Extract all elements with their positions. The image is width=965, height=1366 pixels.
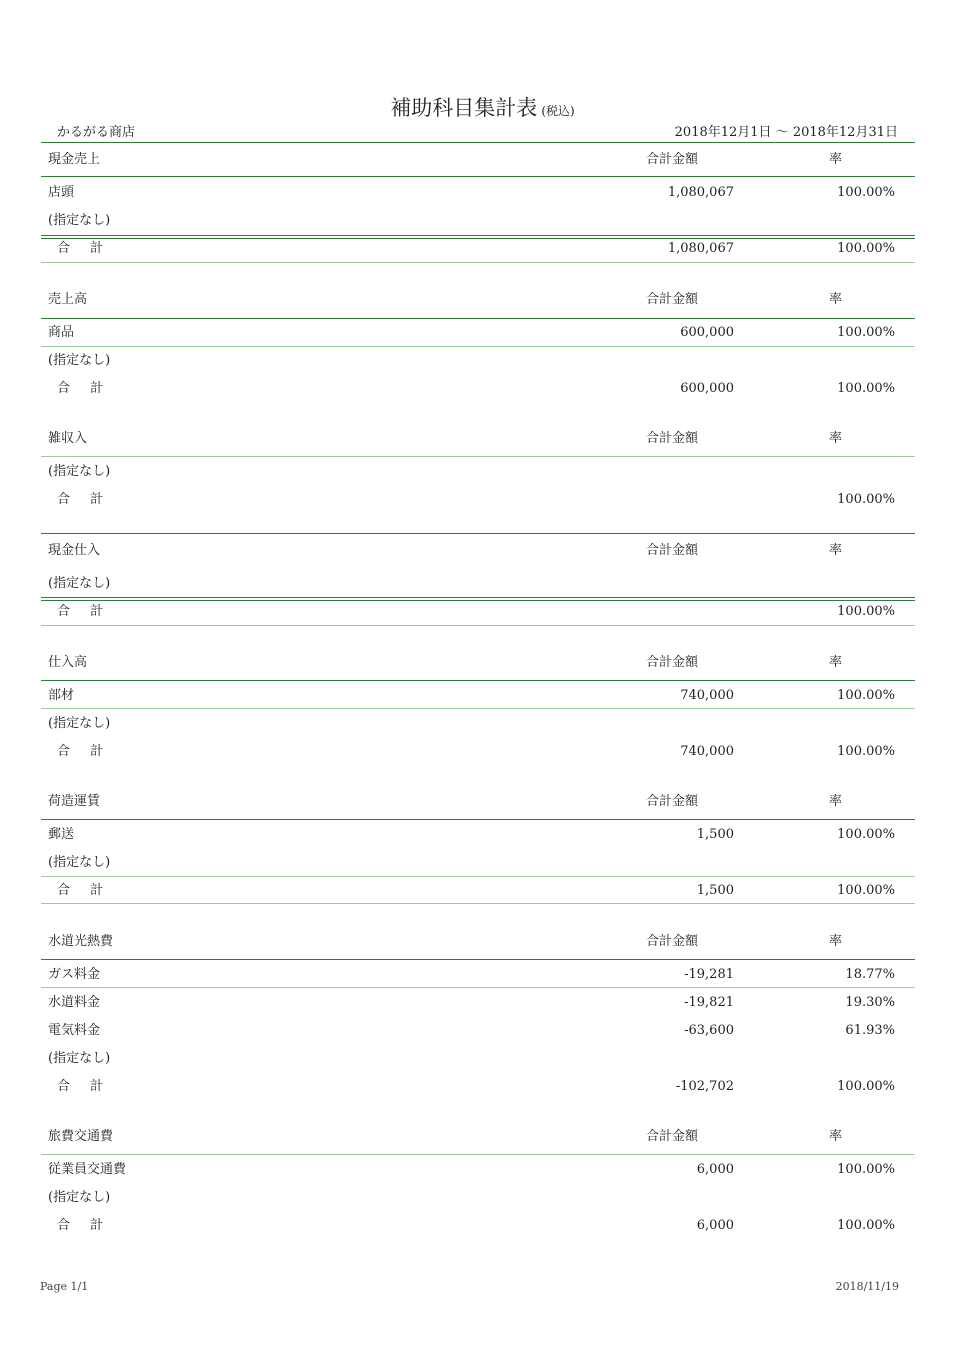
sub-account-name: 店頭	[48, 185, 75, 200]
account-name: 荷造運賃	[48, 794, 101, 809]
sub-account-amount: -19,281	[684, 967, 734, 982]
sub-account-name: 郵送	[48, 827, 75, 842]
sub-account-name: 水道料金	[48, 995, 101, 1010]
row-divider	[41, 987, 915, 988]
total-rate: 100.00%	[837, 744, 895, 759]
sub-account-name: 電気料金	[48, 1023, 101, 1038]
total-rate: 100.00%	[837, 381, 895, 396]
total-amount: 1,500	[696, 883, 734, 898]
row-divider	[41, 876, 915, 877]
rate-column-header: 率	[829, 1129, 843, 1144]
sub-account-rate: 100.00%	[837, 325, 895, 340]
report-title	[0, 92, 965, 122]
sub-account-rate: 100.00%	[837, 185, 895, 200]
account-name: 現金仕入	[48, 543, 101, 558]
sub-account-amount: -63,600	[684, 1023, 734, 1038]
total-rate: 100.00%	[837, 883, 895, 898]
sub-account-amount: -19,821	[684, 995, 734, 1010]
row-divider	[41, 235, 915, 236]
sub-account-rate: 19.30%	[845, 995, 895, 1010]
sub-account-name: 部材	[48, 688, 75, 703]
row-divider	[41, 680, 915, 681]
amount-column-header: 合計金額	[646, 152, 699, 167]
amount-column-header: 合計金額	[646, 934, 699, 949]
sub-account-name: (指定なし)	[48, 353, 111, 368]
amount-column-header: 合計金額	[646, 655, 699, 670]
total-rate: 100.00%	[837, 241, 895, 256]
sub-account-name: (指定なし)	[48, 213, 111, 228]
sub-account-name: (指定なし)	[48, 1051, 111, 1066]
row-divider	[41, 819, 915, 820]
sub-account-rate: 61.93%	[845, 1023, 895, 1038]
sub-account-name: ガス料金	[48, 967, 101, 982]
sub-account-rate: 18.77%	[845, 967, 895, 982]
rate-column-header: 率	[829, 543, 843, 558]
rate-column-header: 率	[829, 152, 843, 167]
sub-account-amount: 740,000	[680, 688, 734, 703]
row-divider	[41, 318, 915, 319]
total-rate: 100.00%	[837, 1079, 895, 1094]
total-label: 合 計	[57, 241, 112, 256]
tax-note: (税込)	[541, 104, 575, 118]
total-label: 合 計	[57, 492, 112, 507]
account-name: 売上高	[48, 292, 88, 307]
total-label: 合 計	[57, 1079, 112, 1094]
rate-column-header: 率	[829, 794, 843, 809]
row-divider	[41, 533, 915, 534]
amount-column-header: 合計金額	[646, 543, 699, 558]
total-amount: 1,080,067	[667, 241, 734, 256]
rate-column-header: 率	[829, 431, 843, 446]
print-date: 2018/11/19	[835, 1280, 899, 1293]
header-divider	[41, 142, 915, 143]
row-divider	[41, 600, 915, 601]
amount-column-header: 合計金額	[646, 1129, 699, 1144]
account-name: 水道光熱費	[48, 934, 114, 949]
company-name: かるがる商店	[57, 125, 136, 140]
total-label: 合 計	[57, 883, 112, 898]
sub-account-name: (指定なし)	[48, 1190, 111, 1205]
rate-column-header: 率	[829, 655, 843, 670]
row-divider	[41, 456, 915, 457]
row-divider	[41, 903, 915, 904]
amount-column-header: 合計金額	[646, 794, 699, 809]
report-period: 2018年12月1日 〜 2018年12月31日	[674, 125, 898, 140]
account-name: 旅費交通費	[48, 1129, 114, 1144]
amount-column-header: 合計金額	[646, 431, 699, 446]
report-title-text: 補助科目集計表	[390, 96, 538, 120]
total-amount: 740,000	[680, 744, 734, 759]
account-name: 仕入高	[48, 655, 88, 670]
sub-account-amount: 1,500	[696, 827, 734, 842]
total-amount: 600,000	[680, 381, 734, 396]
total-label: 合 計	[57, 604, 112, 619]
total-rate: 100.00%	[837, 604, 895, 619]
page-number: Page 1/1	[40, 1280, 89, 1293]
sub-account-name: 従業員交通費	[48, 1162, 127, 1177]
account-name: 現金売上	[48, 152, 101, 167]
sub-account-name: 商品	[48, 325, 75, 340]
sub-account-rate: 100.00%	[837, 827, 895, 842]
row-divider	[41, 1154, 915, 1155]
sub-account-amount: 1,080,067	[667, 185, 734, 200]
rate-column-header: 率	[829, 292, 843, 307]
row-divider	[41, 238, 915, 239]
rate-column-header: 率	[829, 934, 843, 949]
row-divider	[41, 959, 915, 960]
sub-account-amount: 600,000	[680, 325, 734, 340]
total-label: 合 計	[57, 381, 112, 396]
sub-account-name: (指定なし)	[48, 716, 111, 731]
total-rate: 100.00%	[837, 492, 895, 507]
total-amount: 6,000	[696, 1218, 734, 1233]
row-divider	[41, 262, 915, 263]
amount-column-header: 合計金額	[646, 292, 699, 307]
total-label: 合 計	[57, 744, 112, 759]
row-divider	[41, 597, 915, 598]
sub-account-rate: 100.00%	[837, 1162, 895, 1177]
total-rate: 100.00%	[837, 1218, 895, 1233]
sub-account-amount: 6,000	[696, 1162, 734, 1177]
row-divider	[41, 346, 915, 347]
sub-account-rate: 100.00%	[837, 688, 895, 703]
total-amount: -102,702	[675, 1079, 734, 1094]
total-label: 合 計	[57, 1218, 112, 1233]
sub-account-name: (指定なし)	[48, 464, 111, 479]
sub-account-name: (指定なし)	[48, 855, 111, 870]
row-divider	[41, 708, 915, 709]
account-name: 雑収入	[48, 431, 88, 446]
row-divider	[41, 625, 915, 626]
row-divider	[41, 176, 915, 177]
sub-account-name: (指定なし)	[48, 576, 111, 591]
